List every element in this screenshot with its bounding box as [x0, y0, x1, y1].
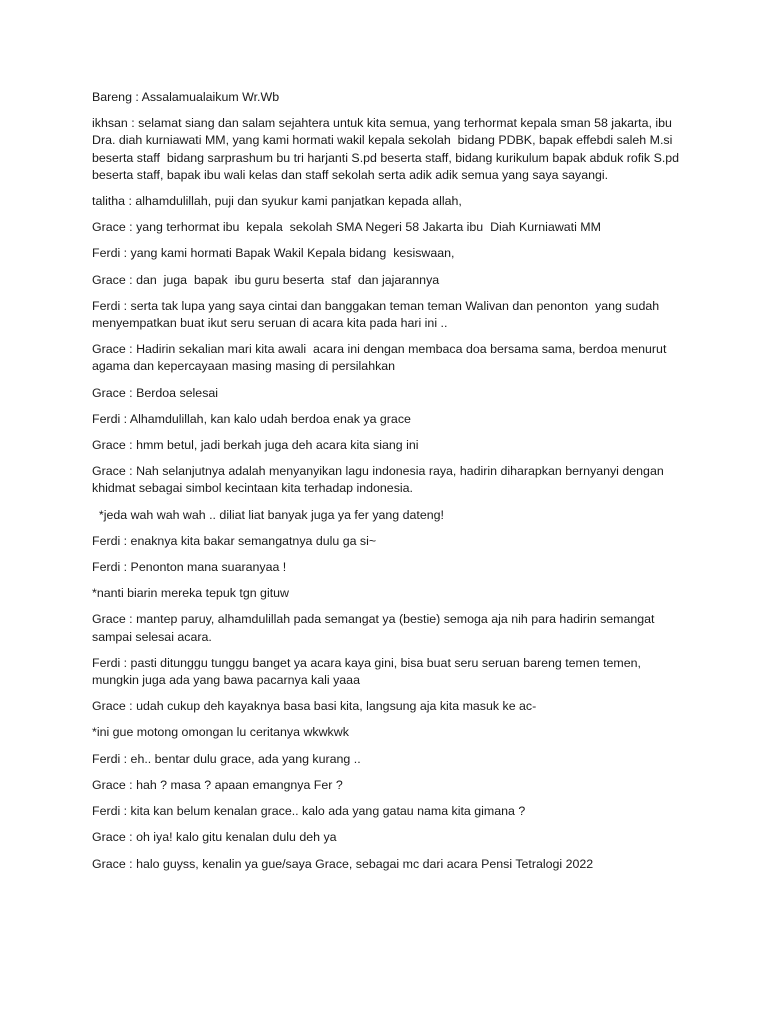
stage-direction: *jeda wah wah wah .. diliat liat banyak juga ya fer yang dateng! — [92, 507, 444, 522]
script-line: Ferdi : Alhamdulillah, kan kalo udah berdoa enak ya grace — [92, 411, 411, 426]
script-line: talitha : alhamdulillah, puji dan syukur kami panjatkan kepada allah, — [92, 194, 462, 209]
script-line: Grace : udah cukup deh kayaknya basa basi kita, langsung aja kita masuk ke ac- — [92, 699, 537, 714]
script-line: Ferdi : pasti ditunggu tunggu banget ya acara kaya gini, bisa buat seru seruan bareng temen temen, mungkin juga ada yang bawa pacarnya kali yaaa — [92, 655, 645, 688]
script-line: Grace : dan juga bapak ibu guru beserta staf dan jajarannya — [92, 272, 440, 287]
script-line-opening-speech: ikhsan : selamat siang dan salam sejahtera untuk kita semua, yang terhormat kepala sman 58 jakarta, ibu Dra. diah kurniawati MM, yang kami hormati wakil kepala sekolah bidang PDBK, bapak effebdi saleh M.si beserta staff bidang sarprashum bu tri harjanti S.pd beserta staff, bidang kurikulum bapak abduk rofik S.pd beserta staff, bapak ibu wali kelas dan staff sekolah serta adik adik semua yang saya sayangi. — [92, 116, 683, 182]
stage-direction: *ini gue motong omongan lu ceritanya wkwkwk — [92, 725, 349, 740]
script-line: Grace : hah ? masa ? apaan emangnya Fer ? — [92, 777, 343, 792]
document-page — [92, 89, 682, 882]
script-line: Ferdi : Penonton mana suaranyaa ! — [92, 560, 287, 575]
script-line: Ferdi : eh.. bentar dulu grace, ada yang kurang .. — [92, 751, 361, 766]
script-line: Ferdi : enaknya kita bakar semangatnya dulu ga si~ — [92, 533, 377, 548]
script-line: Grace : Hadirin sekalian mari kita awali acara ini dengan membaca doa bersama sama, berdoa menurut agama dan kepercayaan masing masing di persilahkan — [92, 342, 670, 374]
script-line: Grace : Berdoa selesai — [92, 385, 219, 400]
script-line: Grace : hmm betul, jadi berkah juga deh acara kita siang ini — [92, 438, 419, 453]
script-line: Ferdi : yang kami hormati Bapak Wakil Kepala bidang kesiswaan, — [92, 246, 455, 261]
script-line: Ferdi : kita kan belum kenalan grace.. kalo ada yang gatau nama kita gimana ? — [92, 804, 526, 819]
script-line: Grace : yang terhormat ibu kepala sekolah SMA Negeri 58 Jakarta ibu Diah Kurniawati MM — [92, 220, 601, 235]
script-line: Grace : Nah selanjutnya adalah menyanyikan lagu indonesia raya, hadirin diharapkan bernyanyi dengan khidmat sebagai simbol kecintaan kita terhadap indonesia. — [92, 464, 668, 496]
script-line: Ferdi : serta tak lupa yang saya cintai dan banggakan teman teman Walivan dan penonton yang sudah menyempatkan buat ikut seru seruan di acara kita pada hari ini .. — [92, 298, 663, 331]
script-line: Grace : oh iya! kalo gitu kenalan dulu deh ya — [92, 830, 337, 845]
script-line: Grace : halo guyss, kenalin ya gue/saya Grace, sebagai mc dari acara Pensi Tetralogi 2022 — [92, 856, 594, 871]
script-line: Grace : mantep paruy, alhamdulillah pada semangat ya (bestie) semoga aja nih para hadirin semangat sampai selesai acara. — [92, 612, 658, 644]
stage-direction: *nanti biarin mereka tepuk tgn gituw — [92, 586, 289, 601]
script-line-greeting: Bareng : Assalamualaikum Wr.Wb — [92, 90, 280, 104]
